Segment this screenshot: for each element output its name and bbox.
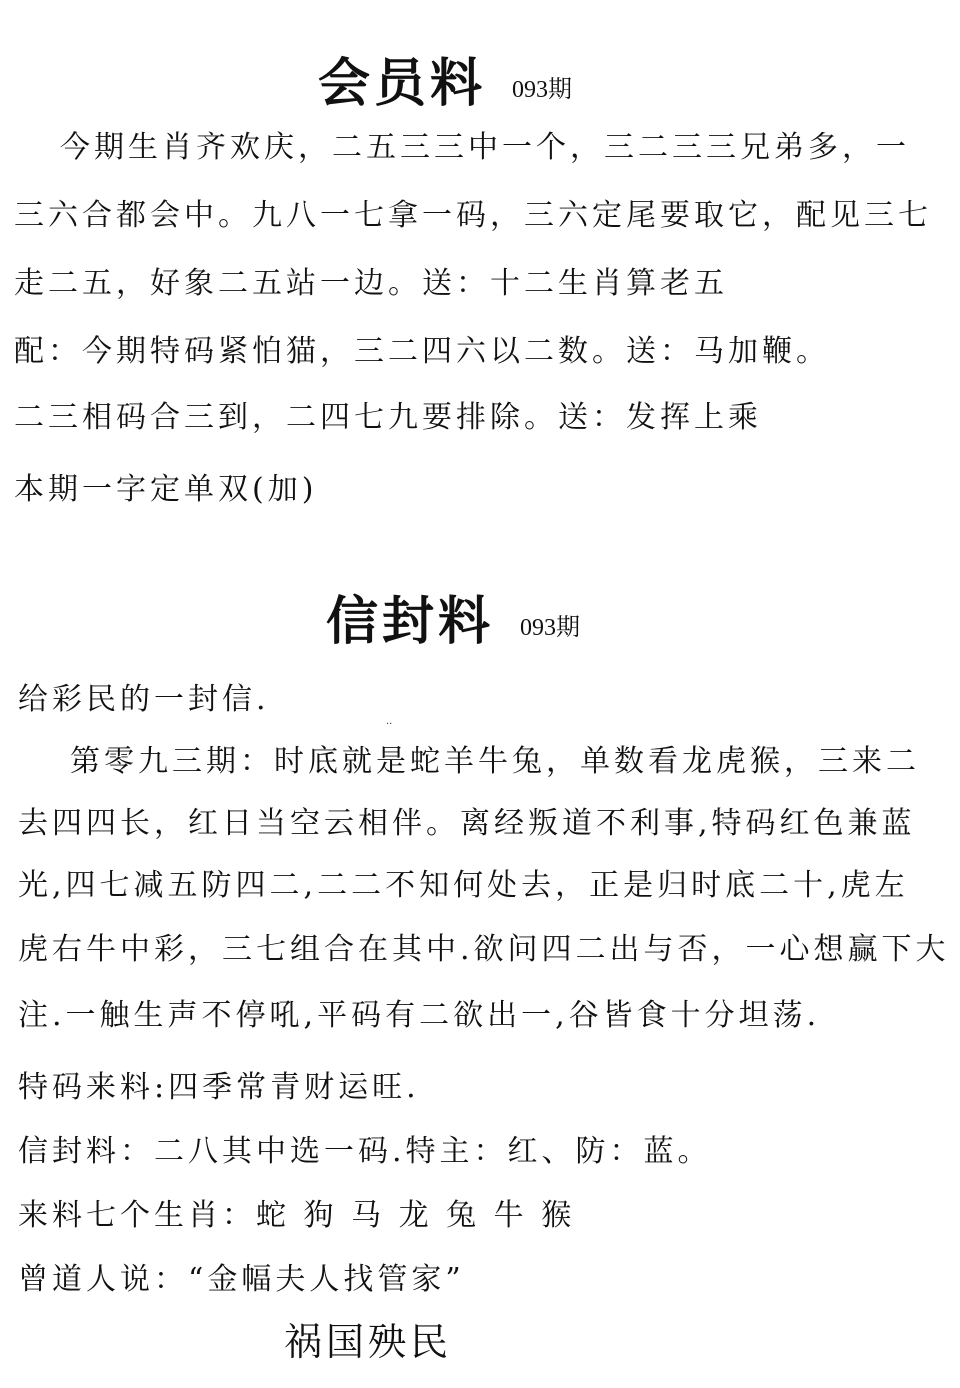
envelope-title: 信封料: [326, 591, 495, 652]
member-issue-number: 093期: [512, 77, 572, 103]
member-line-5: 二三相码合三到，二四七九要排除。送：发挥上乘: [14, 400, 762, 435]
envelope-final-line: 祸国殃民: [284, 1320, 453, 1364]
member-title-row: [0, 52, 960, 132]
envelope-line-1: 第零九三期：时底就是蛇羊牛兔，单数看龙虎猴，三来二: [70, 744, 920, 779]
envelope-line-6: 特码来料:四季常青财运旺.: [18, 1070, 420, 1105]
envelope-line-3: 光,四七减五防四二,二二不知何处去，正是归时底二十,虎左: [18, 868, 909, 903]
envelope-line-5: 注.一触生声不停吼,平码有二欲出一,谷皆食十分坦荡.: [18, 998, 821, 1033]
member-line-1: 今期生肖齐欢庆，二五三三中一个，三二三三兄弟多，一: [60, 130, 910, 165]
envelope-greeting: 给彩民的一封信.: [18, 682, 270, 717]
envelope-line-9: 曾道人说：“金幅夫人找管家”: [18, 1262, 465, 1297]
envelope-line-8: 来料七个生肖：蛇 狗 马 龙 兔 牛 猴: [18, 1198, 576, 1233]
envelope-title-row: [0, 590, 960, 670]
envelope-line-2: 去四四长，红日当空云相伴。离经叛道不利事,特码红色兼蓝: [18, 806, 916, 841]
scan-noise-mark: ··: [386, 719, 393, 730]
member-line-4: 配：今期特码紧怕猫，三二四六以二数。送：马加鞭。: [14, 334, 830, 369]
envelope-line-4: 虎右牛中彩，三七组合在其中.欲问四二出与否，一心想赢下大: [18, 932, 950, 967]
member-line-2: 三六合都会中。九八一七拿一码，三六定尾要取它，配见三七: [14, 198, 932, 233]
member-line-3: 走二五，好象二五站一边。送：十二生肖算老五: [14, 266, 728, 301]
envelope-line-7: 信封料：二八其中选一码.特主：红、防：蓝。: [18, 1134, 712, 1169]
envelope-issue-number: 093期: [520, 615, 580, 641]
member-line-6: 本期一字定单双(加): [14, 472, 318, 507]
member-title: 会员料: [318, 53, 487, 114]
